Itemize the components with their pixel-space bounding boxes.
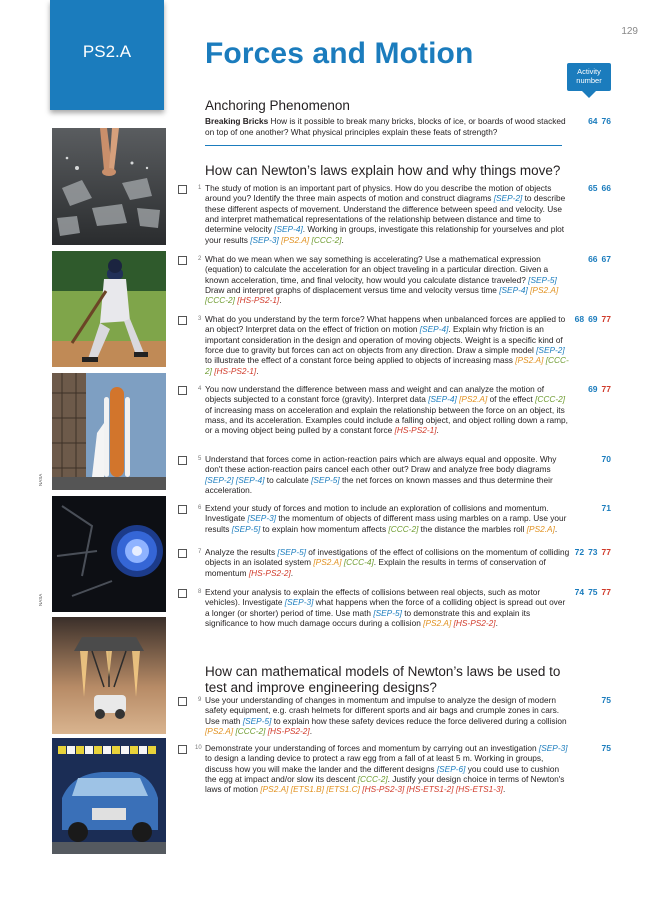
task-text-run: . bbox=[436, 425, 439, 436]
task-checkbox[interactable] bbox=[178, 505, 187, 514]
anchoring-activities bbox=[584, 116, 611, 126]
standard-code: [CCC-2] bbox=[235, 726, 266, 737]
task-text-run: . bbox=[290, 567, 294, 578]
task-text-run: the distance the marbles roll bbox=[418, 523, 527, 534]
task-text-run: . bbox=[341, 234, 344, 245]
standard-code: [CCC-2] bbox=[388, 523, 419, 534]
task-number: 2 bbox=[198, 256, 202, 262]
task-checkbox[interactable] bbox=[178, 549, 187, 558]
section-heading-newtons-laws: How can Newton’s laws explain how and why things move? bbox=[205, 163, 561, 178]
standard-code: [SEP-4] bbox=[274, 224, 303, 235]
task-text-run: the momentum of objects of different mass using marbles on a ramp. Use your results bbox=[205, 513, 567, 534]
standard-code: [CCC-2] bbox=[311, 234, 342, 245]
standard-code: [CCC-2] bbox=[535, 394, 566, 405]
activity-number: 76 bbox=[601, 116, 611, 126]
task-text bbox=[205, 183, 570, 245]
photo-credit: NASA bbox=[38, 473, 43, 486]
standard-code: [SEP-5] bbox=[242, 715, 272, 726]
task-text-run: You now understand the difference between mass and weight and can analyze the motion of objects subjected to a constant force (gravity). Interpret data bbox=[205, 384, 545, 405]
task-checkbox[interactable] bbox=[178, 256, 187, 265]
standard-code: [PS2.A] bbox=[205, 726, 234, 737]
standard-code: [SEP-3] bbox=[284, 597, 314, 608]
photo-baseball-batter bbox=[52, 251, 166, 367]
task-text-run: you could use to cushion the egg at impact and/or slow its descent bbox=[205, 763, 560, 785]
task-text-run: of the effect bbox=[487, 394, 536, 405]
task-text-run: Draw and interpret graphs of displacement versus time and velocity versus time bbox=[205, 285, 500, 296]
activity-number: 77 bbox=[601, 587, 611, 597]
photo-car-crash-test bbox=[52, 738, 166, 854]
activity-number: 71 bbox=[601, 503, 611, 513]
task-text-run: Demonstrate your understanding of forces and momentum by carrying out an investigation bbox=[205, 743, 539, 753]
task-text-run: . Explain why friction is an important consideration in the design and operation of moving objects. Weight is a specific kind of force due to gravity but forces can act on objects from any direction. Draw a simple model bbox=[205, 324, 563, 356]
activity-number: 70 bbox=[601, 454, 611, 464]
task-number: 3 bbox=[198, 316, 202, 322]
task-text-run: The study of motion is an important part of physics. How do you describe the motion of objects around you? Identify the three main aspects of motion and construct diagrams bbox=[205, 183, 552, 204]
standard-code: [HS-ETS1-2] bbox=[406, 784, 454, 795]
task-text-run: Use your understanding of changes in momentum and impulse to analyze the design of modern safety equipment, e.g. crash helmets for different sports and air bags and crumple zones in cars. Use math bbox=[205, 695, 560, 726]
task-text-run: Analyze the results bbox=[205, 547, 278, 557]
standard-code: [SEP-2] bbox=[205, 474, 234, 485]
activity-number: 67 bbox=[601, 254, 611, 264]
task-text-run: . bbox=[279, 295, 282, 306]
standard-code: [ETS1.C] bbox=[326, 784, 360, 795]
task-text-run: of increasing mass on acceleration and explain the relationship between the force on an object, its mass, and its acceleration. Examples could include a falling object, and object rolling down a ramp, or a moving object being pulled by a constant force bbox=[205, 404, 568, 436]
standard-code: [CCC-2] bbox=[357, 774, 388, 785]
task-text-run: Understand that forces come in action-reaction pairs which are always equal and opposite. Why don't these action-reaction pairs cancel each other out? Draw and analyze free body diagrams bbox=[205, 454, 557, 475]
activity-number: 77 bbox=[601, 384, 611, 394]
task-number: 5 bbox=[198, 456, 202, 462]
task-text-run: Extend your analysis to explain the effects of collisions between real objects, such as motor vehicles). Investigate bbox=[205, 587, 541, 608]
standard-code: [SEP-5] bbox=[277, 547, 306, 557]
standard-code: [PS2.A] bbox=[281, 234, 310, 245]
task-text-run: to explain how momentum affects bbox=[260, 523, 389, 534]
standard-code: [PS2.A] bbox=[423, 618, 452, 629]
standard-code: [HS-PS2-1] bbox=[214, 365, 257, 376]
anchoring-text bbox=[205, 116, 575, 137]
task-text bbox=[205, 384, 570, 436]
standard-code: [PS2.A] bbox=[260, 784, 289, 795]
activity-number: 69 bbox=[588, 314, 598, 324]
task-text-run: to illustrate the effect of a constant force being applied to objects of increasing mass bbox=[205, 355, 516, 366]
task-checkbox[interactable] bbox=[178, 456, 187, 465]
task-number: 6 bbox=[198, 505, 202, 511]
standard-code: [SEP-3] bbox=[247, 513, 277, 524]
task-text bbox=[205, 454, 570, 495]
standard-code: [HS-PS2-1] bbox=[394, 425, 437, 436]
task-activities bbox=[584, 384, 611, 394]
task-text-run: to demonstrate this and explain its significance to how much damage occurs during a collision bbox=[205, 607, 531, 629]
standard-code: [SEP-3] bbox=[538, 743, 568, 753]
task-text bbox=[205, 547, 570, 578]
photo-credit: NASA bbox=[38, 593, 43, 606]
task-number: 7 bbox=[198, 549, 202, 555]
task-checkbox[interactable] bbox=[178, 316, 187, 325]
task-text bbox=[205, 314, 570, 376]
activity-number: 75 bbox=[601, 743, 611, 753]
task-text bbox=[205, 503, 570, 534]
task-text-run: what happens when the force of a colliding object is spread out over a longer (or shorter) period of time. Use math bbox=[205, 597, 566, 618]
task-checkbox[interactable] bbox=[178, 589, 187, 598]
task-text-run: . Explain the results in terms of conservation of momentum bbox=[205, 557, 546, 578]
unit-tab-label: PS2.A bbox=[82, 42, 132, 61]
standard-code: [PS2.A] bbox=[515, 355, 544, 366]
task-text-run: What do you understand by the term force? What happens when unbalanced forces are applied to an object? Interpret data on the effect of friction on motion bbox=[205, 314, 566, 335]
unit-tab bbox=[50, 0, 164, 110]
standard-code: [HS-PS2-3] bbox=[362, 784, 405, 795]
task-text-run: the net forces on known masses and thus determine their acceleration. bbox=[205, 474, 553, 496]
section-heading-mathematical-models: How can mathematical models of Newton’s laws be used to test and improve engineering designs? bbox=[205, 664, 561, 695]
task-checkbox[interactable] bbox=[178, 745, 187, 754]
photo-lander-descent bbox=[52, 617, 166, 734]
activity-number: 77 bbox=[601, 314, 611, 324]
page-title: Forces and Motion bbox=[205, 37, 474, 70]
activity-number: 66 bbox=[601, 183, 611, 193]
task-activities bbox=[584, 183, 611, 193]
task-text bbox=[205, 254, 570, 306]
task-text-run: to design a landing device to protect a raw egg from a fall of at least 5 m. Working in groups, discuss how you will make the lander and the different designs bbox=[205, 753, 544, 774]
divider bbox=[205, 145, 562, 146]
standard-code: [SEP-5] bbox=[528, 274, 557, 285]
task-checkbox[interactable] bbox=[178, 386, 187, 395]
activity-number: 77 bbox=[601, 547, 611, 557]
task-text-run: . Justify your design choice in terms of Newton's laws of motion bbox=[205, 774, 565, 795]
standard-code: [PS2.A] bbox=[526, 523, 555, 534]
standard-code: [HS-PS2-2] bbox=[453, 618, 496, 629]
task-text bbox=[205, 587, 570, 628]
task-checkbox[interactable] bbox=[178, 185, 187, 194]
standard-code: [PS2.A] bbox=[459, 394, 488, 405]
task-activities bbox=[571, 547, 611, 557]
task-text-run: to calculate bbox=[264, 474, 312, 485]
task-activities bbox=[584, 254, 611, 264]
task-text bbox=[205, 743, 570, 795]
activity-number: 73 bbox=[588, 547, 598, 557]
activity-number: 72 bbox=[574, 547, 585, 557]
activity-number: 65 bbox=[588, 183, 598, 193]
page-number: 129 bbox=[621, 26, 638, 37]
activity-number: 68 bbox=[574, 314, 585, 324]
activity-number: 75 bbox=[588, 587, 598, 597]
standard-code: [SEP-5] bbox=[373, 607, 402, 618]
standard-code: [ETS1.B] bbox=[290, 784, 324, 795]
standard-code: [SEP-4] bbox=[428, 394, 457, 405]
standard-code: [PS2.A] bbox=[313, 557, 342, 568]
standard-code: [CCC-2] bbox=[205, 355, 569, 376]
anchoring-name: Breaking Bricks bbox=[205, 116, 269, 126]
standard-code: [SEP-3] bbox=[250, 234, 279, 245]
photo-breaking-bricks bbox=[52, 128, 166, 245]
photo-ion-thruster bbox=[52, 496, 166, 612]
task-activities bbox=[571, 314, 611, 324]
standard-code: [SEP-4] bbox=[499, 285, 528, 296]
activity-number: 75 bbox=[601, 695, 611, 705]
standard-code: [PS2.A] bbox=[530, 285, 559, 296]
standard-code: [CCC-4] bbox=[343, 557, 374, 568]
task-number: 4 bbox=[198, 386, 202, 392]
task-text-run: What do we mean when we say something is accelerating? Use a mathematical expression (equation) to calculate the acceleration for an object traveling in a particular direction. Given a known acceleration, time, and final velocity, how would you calculate distance traveled? bbox=[205, 254, 549, 285]
standard-code: [HS-PS2-2] bbox=[267, 726, 310, 737]
activity-number: 66 bbox=[588, 254, 598, 264]
activity-number: 64 bbox=[588, 116, 598, 126]
activity-number: 69 bbox=[588, 384, 598, 394]
photo-space-shuttle bbox=[52, 373, 166, 490]
standard-code: [SEP-6] bbox=[436, 763, 466, 774]
standard-code: [HS-PS2-1] bbox=[237, 295, 280, 306]
task-activities bbox=[598, 743, 611, 753]
task-text-run: . bbox=[256, 365, 259, 376]
activity-number-badge: Activity number bbox=[567, 63, 611, 91]
standard-code: [SEP-2] bbox=[493, 193, 523, 204]
task-activities bbox=[571, 587, 611, 597]
task-text bbox=[205, 695, 570, 736]
standard-code: [HS-PS2-2] bbox=[248, 567, 291, 578]
task-number: 9 bbox=[198, 697, 202, 703]
standard-code: [SEP-5] bbox=[311, 474, 340, 485]
task-text-run: to describe these different aspects of movement. Understand the difference between speed and velocity. Use and interpret mathematical representations of the relationship between distance and time to determine velocity bbox=[205, 193, 566, 235]
task-text-run: . bbox=[309, 726, 313, 737]
task-number: 1 bbox=[198, 185, 202, 191]
task-activities bbox=[598, 503, 611, 513]
standard-code: [HS-ETS1-3] bbox=[455, 784, 503, 795]
task-text-run: . bbox=[502, 784, 506, 795]
task-number: 8 bbox=[198, 589, 202, 595]
task-text-run: . bbox=[495, 618, 498, 629]
anchoring-heading: Anchoring Phenomenon bbox=[205, 98, 350, 113]
task-text-run: . Working in groups, investigate this relationship for yourselves and plot your results bbox=[205, 224, 565, 245]
task-activities bbox=[598, 695, 611, 705]
task-text-run: of investigations of the effect of collisions on the momentum of colliding objects in an isolated system bbox=[205, 547, 570, 568]
activity-number: 74 bbox=[574, 587, 585, 597]
task-text-run: Extend your study of forces and motion to include an exploration of collisions and momentum. Investigate bbox=[205, 503, 549, 524]
standard-code: [SEP-2] bbox=[536, 345, 565, 356]
standard-code: [CCC-2] bbox=[205, 295, 235, 306]
standard-code: [SEP-5] bbox=[231, 523, 261, 534]
task-text-run: to explain how these safety devices reduce the force delivered during a collision bbox=[271, 715, 567, 726]
standard-code: [SEP-4] bbox=[235, 474, 265, 485]
task-checkbox[interactable] bbox=[178, 697, 187, 706]
task-number: 10 bbox=[195, 745, 202, 751]
task-activities bbox=[598, 454, 611, 464]
standard-code: [SEP-4] bbox=[419, 324, 449, 335]
task-text-run: . bbox=[554, 523, 558, 534]
anchoring-description: How is it possible to break many bricks, blocks of ice, or boards of wood stacked on top of one another? What physical principles explain these feats of strength? bbox=[205, 116, 566, 137]
